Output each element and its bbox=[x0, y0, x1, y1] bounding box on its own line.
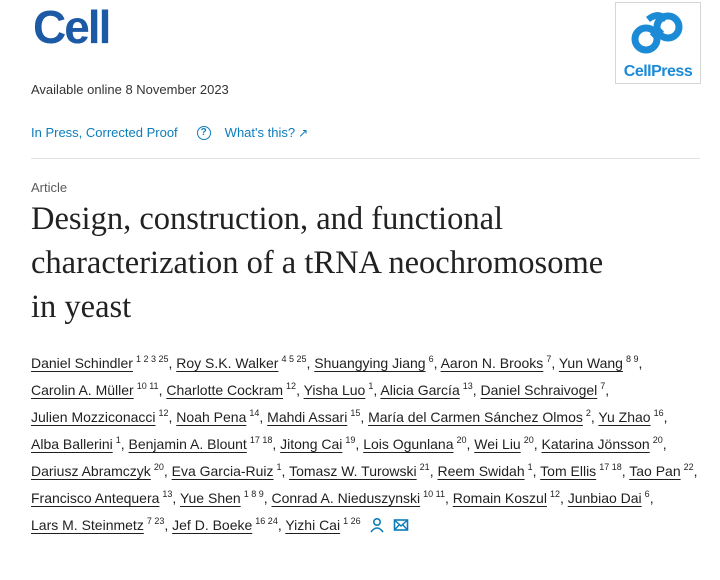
author-link[interactable] bbox=[542, 436, 663, 452]
author-name: Jitong Cai bbox=[280, 436, 343, 452]
author-name: Julien Mozziconacci bbox=[31, 409, 156, 425]
affiliation-marker: 2 bbox=[585, 408, 591, 418]
affiliation-marker: 21 bbox=[419, 462, 430, 472]
author-link[interactable] bbox=[180, 490, 264, 506]
external-arrow-icon: ↗ bbox=[298, 125, 309, 140]
author-name: Dariusz Abramczyk bbox=[31, 463, 151, 479]
affiliation-marker: 1 8 9 bbox=[243, 489, 264, 499]
author-link[interactable] bbox=[285, 517, 408, 533]
affiliation-marker: 7 bbox=[600, 381, 606, 391]
author-name: Reem Swidah bbox=[437, 463, 525, 479]
author-list: Daniel Schindler $^{1 2 3 25}$, Roy S.K. Walker $^{4 5 25}$, Shuangying Jiang $^6$, Aaron N. Brooks $^7$, Yun Wang $^{8 9}$, Carolin A. Müller $^{10 11}$, Charlotte Cockram $^{12}$, Yisha Luo $^1$, Alicia García $^{13}$, Daniel Schraivogel $^7$, Julien Mozziconacci $^{12}$, Noah Pena $^{14}$, Mahdi Assari $^{15}$, María del Carmen Sánchez Olmos $^2$, Yu Zhao $^{16}$, Alba Ballerini $^1$, Benjamin A. Blount $^{17 18}$, Jitong Cai $^{19}$, Lois Ogunlana $^{20}$, Wei Liu $^{20}$, Katarina Jönsson $^{20}$, Dariusz Abramczyk $^{20}$, Eva Garcia-Ruiz $^1$, Tomasz W. Turowski $^{21}$, Reem Swidah $^1$, Tom Ellis $^{17 18}$, Tao Pan $^{22}$, Francisco Antequera $^{13}$, Yue Shen $^{1 8 9}$, Conrad A. Nieduszynski $^{10 11}$, Romain Koszul $^{12}$, Junbiao Dai $^6$, Lars M. Steinmetz $^{7 23}$, Jef D. Boeke $^{16 24}$, Yizhi Cai $^{1 26}$ bbox=[31, 354, 698, 533]
author-name: Shuangying Jiang bbox=[314, 355, 426, 371]
affiliation-marker: 6 bbox=[644, 489, 650, 499]
affiliation-marker: 13 bbox=[462, 381, 473, 391]
cellpress-wordmark: CellPress bbox=[623, 63, 693, 80]
divider bbox=[31, 158, 700, 159]
affiliation-marker: 10 11 bbox=[423, 489, 445, 499]
affiliation-marker: 4 5 25 bbox=[281, 354, 307, 364]
affiliation-marker: 1 26 bbox=[343, 516, 361, 526]
author-name: Francisco Antequera bbox=[31, 490, 160, 506]
author-link[interactable] bbox=[629, 463, 693, 479]
affiliation-marker: 12 bbox=[549, 489, 560, 499]
author-name: Alicia García bbox=[380, 382, 460, 398]
title-line: characterization of a tRNA neochromosome bbox=[31, 245, 604, 281]
affiliation-marker: 1 bbox=[368, 381, 374, 391]
affiliation-marker: 20 bbox=[456, 435, 467, 445]
affiliation-marker: 1 bbox=[115, 435, 121, 445]
journal-logo[interactable]: Cell bbox=[33, 1, 110, 53]
author-name: Daniel Schindler bbox=[31, 355, 133, 371]
cellpress-logo-icon bbox=[616, 3, 700, 63]
author-name: Alba Ballerini bbox=[31, 436, 113, 452]
author-link[interactable] bbox=[272, 490, 446, 506]
affiliation-marker: 13 bbox=[162, 489, 173, 499]
author-link[interactable] bbox=[568, 490, 650, 506]
author-link[interactable] bbox=[481, 382, 606, 398]
affiliation-marker: 6 bbox=[428, 354, 434, 364]
affiliation-marker: 16 24 bbox=[255, 516, 278, 526]
affiliation-marker: 19 bbox=[345, 435, 356, 445]
author-name: Romain Koszul bbox=[452, 490, 547, 506]
author-link[interactable] bbox=[31, 517, 164, 533]
author-link[interactable] bbox=[598, 409, 663, 425]
affiliation-marker: 17 18 bbox=[599, 462, 622, 472]
author-name: Noah Pena bbox=[176, 409, 247, 425]
affiliation-marker: 17 18 bbox=[249, 435, 273, 445]
in-press-link[interactable]: In Press, Corrected Proof bbox=[31, 125, 178, 140]
author-name: Benjamin A. Blount bbox=[128, 436, 247, 452]
affiliation-marker: 7 23 bbox=[146, 516, 165, 526]
author-name: Junbiao Dai bbox=[567, 490, 642, 506]
affiliation-marker: 1 2 3 25 bbox=[135, 354, 169, 364]
affiliation-marker: 20 bbox=[153, 462, 164, 472]
affiliation-marker: 1 bbox=[527, 462, 533, 472]
affiliation-marker: 10 11 bbox=[136, 381, 159, 391]
author-link[interactable] bbox=[363, 436, 466, 452]
author-link[interactable] bbox=[441, 355, 552, 371]
author-link[interactable] bbox=[31, 490, 172, 506]
author-link[interactable] bbox=[559, 355, 639, 371]
author-link[interactable] bbox=[172, 463, 282, 479]
cellpress-logo[interactable] bbox=[615, 2, 701, 84]
affiliation-marker: 15 bbox=[350, 408, 361, 418]
author-link[interactable] bbox=[437, 463, 532, 479]
author-name: Lars M. Steinmetz bbox=[31, 517, 144, 533]
affiliation-marker: 12 bbox=[286, 381, 297, 391]
article-title bbox=[31, 197, 711, 329]
author-name: Yisha Luo bbox=[303, 382, 366, 398]
author-link[interactable] bbox=[368, 409, 591, 425]
status-row bbox=[31, 125, 308, 140]
question-circle-icon[interactable]: ? bbox=[197, 126, 211, 140]
author-name: Tao Pan bbox=[629, 463, 681, 479]
author-link[interactable] bbox=[166, 382, 296, 398]
author-link[interactable] bbox=[31, 409, 169, 425]
article-type: Article bbox=[31, 180, 68, 195]
author-name: Katarina Jönsson bbox=[541, 436, 650, 452]
author-link[interactable] bbox=[380, 382, 472, 398]
author-link[interactable] bbox=[474, 436, 533, 452]
author-link[interactable] bbox=[267, 409, 360, 425]
affiliation-marker: 16 bbox=[653, 408, 664, 418]
author-name: Roy S.K. Walker bbox=[176, 355, 279, 371]
author-name: María del Carmen Sánchez Olmos bbox=[368, 409, 583, 425]
affiliation-marker: 1 bbox=[276, 462, 282, 472]
title-line: Design, construction, and functional bbox=[31, 201, 504, 237]
affiliation-marker: 20 bbox=[652, 435, 663, 445]
author-name: Yue Shen bbox=[179, 490, 241, 506]
author-link[interactable] bbox=[31, 355, 168, 371]
affiliation-marker: 22 bbox=[683, 462, 694, 472]
author-link[interactable] bbox=[176, 409, 259, 425]
author-link[interactable] bbox=[280, 436, 355, 452]
affiliation-marker: 12 bbox=[158, 408, 169, 418]
author-name: Yizhi Cai bbox=[285, 517, 341, 533]
author-name: Daniel Schraivogel bbox=[480, 382, 598, 398]
affiliation-marker: 8 9 bbox=[625, 354, 639, 364]
author-link[interactable] bbox=[172, 517, 278, 533]
author-name: Tom Ellis bbox=[540, 463, 597, 479]
author-link[interactable] bbox=[540, 463, 622, 479]
author-link[interactable] bbox=[31, 463, 164, 479]
affiliation-marker: 20 bbox=[523, 435, 534, 445]
affiliation-marker: 7 bbox=[546, 354, 552, 364]
author-name: Yu Zhao bbox=[598, 409, 651, 425]
mail-icon[interactable] bbox=[393, 517, 409, 533]
whats-this-link[interactable]: What's this? bbox=[224, 125, 296, 140]
person-icon[interactable] bbox=[369, 517, 385, 533]
author-link[interactable] bbox=[453, 490, 560, 506]
author-name: Aaron N. Brooks bbox=[440, 355, 544, 371]
author-name: Conrad A. Nieduszynski bbox=[271, 490, 421, 506]
author-name: Yun Wang bbox=[558, 355, 623, 371]
availability-date: Available online 8 November 2023 bbox=[31, 82, 229, 97]
author-link[interactable] bbox=[289, 463, 430, 479]
author-link[interactable] bbox=[304, 382, 374, 398]
author-name: Mahdi Assari bbox=[267, 409, 348, 425]
author-link[interactable] bbox=[176, 355, 306, 371]
author-name: Jef D. Boeke bbox=[172, 517, 253, 533]
title-line: in yeast bbox=[31, 289, 132, 325]
author-link[interactable] bbox=[31, 436, 121, 452]
author-link[interactable] bbox=[129, 436, 273, 452]
author-name: Wei Liu bbox=[474, 436, 521, 452]
author-link[interactable] bbox=[314, 355, 433, 371]
author-link[interactable] bbox=[31, 382, 159, 398]
author-name: Tomasz W. Turowski bbox=[289, 463, 417, 479]
author-name: Eva Garcia-Ruiz bbox=[171, 463, 274, 479]
affiliation-marker: 14 bbox=[249, 408, 260, 418]
author-name: Charlotte Cockram bbox=[166, 382, 284, 398]
author-name: Carolin A. Müller bbox=[31, 382, 134, 398]
author-name: Lois Ogunlana bbox=[363, 436, 454, 452]
